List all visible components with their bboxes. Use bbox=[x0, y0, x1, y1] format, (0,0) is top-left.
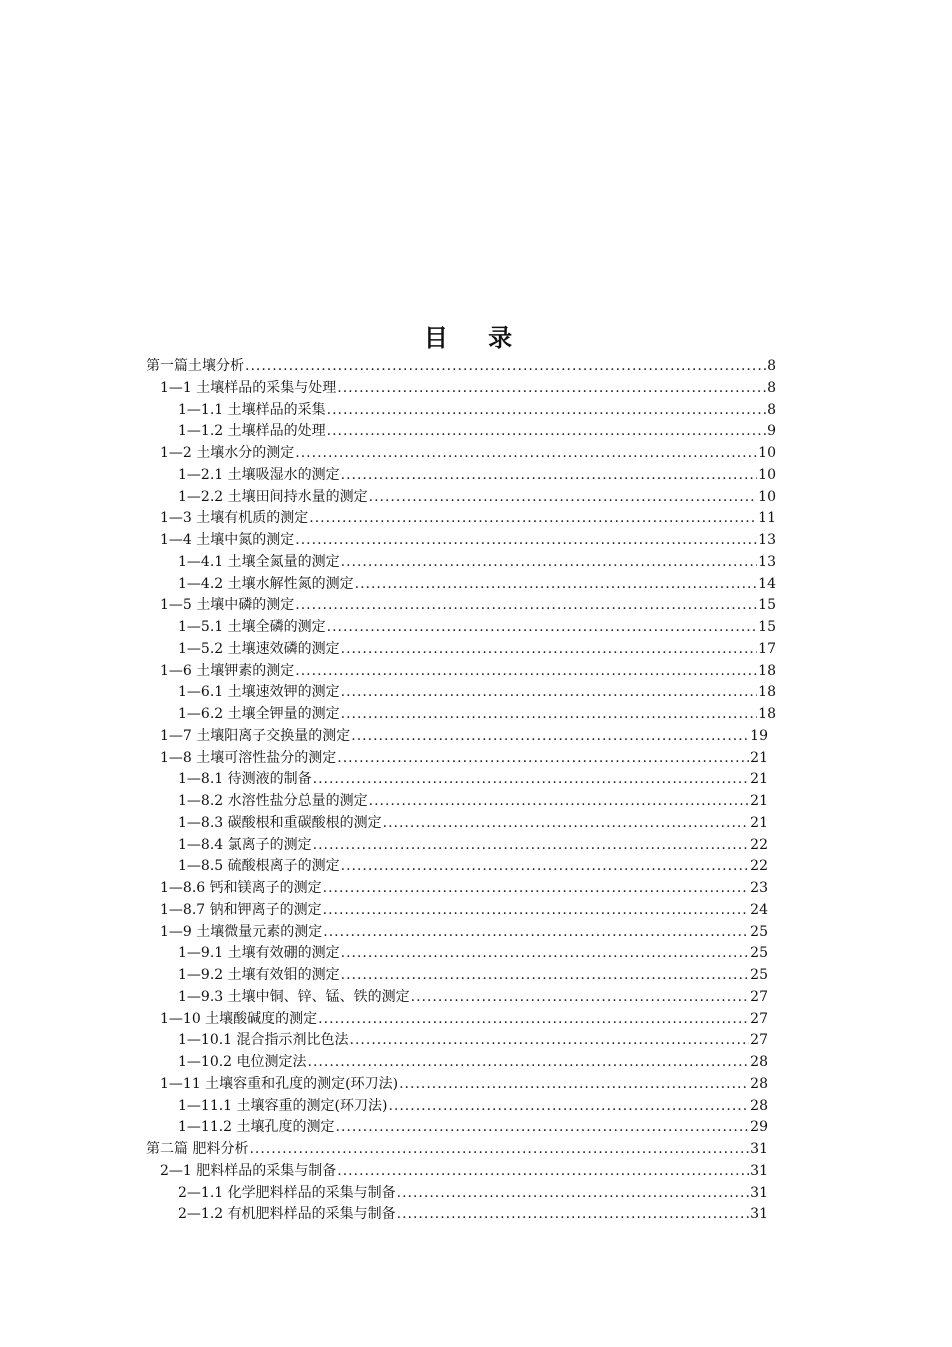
toc-entry-page-number: 21 bbox=[750, 749, 768, 766]
toc-entry-page-number: 22 bbox=[750, 858, 768, 875]
toc-entry-label: 1—10.2 电位测定法 bbox=[178, 1054, 307, 1070]
toc-entry-page-number: 25 bbox=[750, 923, 768, 940]
toc-leader-dots bbox=[308, 1051, 750, 1073]
toc-leader-dots bbox=[341, 464, 758, 486]
toc-entry-label: 1—10.1 混合指示剂比色法 bbox=[178, 1032, 349, 1049]
toc-entry-label: 1—9.2 土壤有效钼的测定 bbox=[178, 967, 340, 983]
toc-entry[interactable] bbox=[160, 594, 776, 616]
toc-leader-dots bbox=[336, 1116, 750, 1138]
toc-leader-dots bbox=[295, 529, 757, 551]
toc-entry[interactable] bbox=[178, 812, 768, 834]
toc-entry-page-number: 25 bbox=[750, 945, 768, 962]
toc-entry[interactable] bbox=[178, 399, 776, 421]
toc-entry-label: 1—6 土壤钾素的测定 bbox=[160, 662, 295, 679]
toc-entry[interactable] bbox=[146, 1138, 768, 1160]
toc-entry[interactable] bbox=[160, 442, 776, 464]
toc-leader-dots bbox=[295, 660, 757, 682]
toc-entry-label: 1—9.1 土壤有效硼的测定 bbox=[178, 945, 340, 962]
toc-leader-dots bbox=[351, 725, 749, 747]
toc-entry-page-number: 15 bbox=[758, 619, 776, 635]
toc-entry-page-number: 31 bbox=[750, 1141, 768, 1157]
toc-entry[interactable] bbox=[178, 964, 768, 986]
toc-entry-label: 1—6.2 土壤全钾量的测定 bbox=[178, 706, 340, 722]
toc-entry[interactable] bbox=[178, 486, 776, 508]
toc-entry-label: 第一篇土壤分析 bbox=[146, 358, 244, 374]
toc-leader-dots bbox=[327, 399, 766, 421]
toc-entry[interactable] bbox=[178, 638, 776, 660]
toc-entry-label: 1—11.1 土壤容重的测定(环刀法) bbox=[178, 1097, 388, 1114]
toc-entry-page-number: 10 bbox=[758, 466, 776, 483]
toc-entry-label: 2—1 肥料样品的采集与制备 bbox=[160, 1162, 337, 1179]
toc-entry[interactable] bbox=[160, 877, 768, 899]
toc-entry-page-number: 28 bbox=[750, 1097, 768, 1114]
toc-entry-page-number: 8 bbox=[767, 401, 776, 418]
toc-entry[interactable] bbox=[160, 660, 776, 682]
toc-entry[interactable] bbox=[178, 703, 776, 725]
toc-entry-label: 1—2.1 土壤吸湿水的测定 bbox=[178, 466, 340, 483]
toc-entry[interactable] bbox=[146, 355, 776, 377]
toc-entry-label: 1—7 土壤阳离子交换量的测定 bbox=[160, 727, 351, 744]
toc-entry-page-number: 31 bbox=[750, 1162, 768, 1179]
toc-entry-label: 2—1.2 有机肥料样品的采集与制备 bbox=[178, 1206, 396, 1223]
toc-entry-page-number: 13 bbox=[758, 553, 776, 570]
toc-entry-page-number: 21 bbox=[750, 814, 768, 831]
toc-leader-dots bbox=[245, 355, 766, 377]
toc-entry-page-number: 24 bbox=[750, 901, 768, 918]
toc-leader-dots bbox=[327, 616, 758, 638]
toc-entry-page-number: 10 bbox=[758, 445, 776, 461]
toc-entry[interactable] bbox=[178, 986, 768, 1008]
toc-leader-dots bbox=[355, 573, 758, 595]
toc-entry-label: 1—8 土壤可溶性盐分的测定 bbox=[160, 749, 337, 766]
toc-leader-dots bbox=[369, 486, 758, 508]
toc-entry-page-number: 21 bbox=[750, 793, 768, 809]
toc-leader-dots bbox=[397, 1203, 750, 1225]
toc-entry-page-number: 10 bbox=[758, 488, 776, 505]
toc-entry-label: 1—8.3 碳酸根和重碳酸根的测定 bbox=[178, 814, 382, 831]
toc-entry[interactable] bbox=[178, 573, 776, 595]
toc-entry[interactable] bbox=[178, 1116, 768, 1138]
toc-leader-dots bbox=[341, 681, 758, 703]
toc-entry-page-number: 27 bbox=[750, 1010, 768, 1027]
toc-entry-page-number: 11 bbox=[758, 510, 776, 527]
toc-entry[interactable] bbox=[178, 681, 776, 703]
toc-entry-label: 1—5 土壤中磷的测定 bbox=[160, 597, 295, 614]
toc-entry-page-number: 17 bbox=[758, 640, 776, 657]
toc-leader-dots bbox=[399, 1073, 749, 1095]
toc-entry-label: 1—9.3 土壤中铜、锌、锰、铁的测定 bbox=[178, 988, 410, 1005]
toc-leader-dots bbox=[350, 1029, 750, 1051]
toc-leader-dots bbox=[341, 964, 750, 986]
toc-leader-dots bbox=[411, 986, 750, 1008]
toc-leader-dots bbox=[323, 877, 750, 899]
toc-entry-page-number: 21 bbox=[750, 771, 768, 788]
toc-entry-label: 1—8.7 钠和钾离子的测定 bbox=[160, 901, 322, 918]
toc-entry-page-number: 8 bbox=[767, 358, 776, 374]
toc-entry-label: 第二篇 肥料分析 bbox=[146, 1141, 249, 1157]
toc-leader-dots bbox=[309, 507, 757, 529]
toc-entry-label: 1—8.6 钙和镁离子的测定 bbox=[160, 880, 322, 896]
toc-leader-dots bbox=[383, 812, 750, 834]
toc-entry[interactable] bbox=[178, 1029, 768, 1051]
toc-entry-page-number: 28 bbox=[750, 1054, 768, 1070]
toc-entry-label: 1—8.5 硫酸根离子的测定 bbox=[178, 858, 340, 875]
toc-leader-dots bbox=[313, 768, 750, 790]
page-title: 目 录 bbox=[423, 324, 529, 352]
toc-leader-dots bbox=[341, 638, 758, 660]
toc-entry-label: 1—5.2 土壤速效磷的测定 bbox=[178, 640, 340, 657]
toc-entry-page-number: 22 bbox=[750, 836, 768, 853]
toc-entry-page-number: 27 bbox=[750, 988, 768, 1005]
toc-entry[interactable] bbox=[178, 1203, 768, 1225]
toc-entry-label: 1—6.1 土壤速效钾的测定 bbox=[178, 684, 340, 701]
toc-entry[interactable] bbox=[160, 725, 768, 747]
toc-leader-dots bbox=[323, 921, 749, 943]
toc-entry-page-number: 25 bbox=[750, 967, 768, 983]
toc-entry[interactable] bbox=[160, 529, 776, 551]
toc-entry-label: 1—8.4 氯离子的测定 bbox=[178, 836, 312, 853]
toc-entry-label: 1—3 土壤有机质的测定 bbox=[160, 510, 309, 527]
toc-entry[interactable] bbox=[160, 1008, 768, 1030]
toc-entry-label: 2—1.1 化学肥料样品的采集与制备 bbox=[178, 1184, 396, 1201]
toc-leader-dots bbox=[341, 551, 758, 573]
toc-entry-page-number: 31 bbox=[750, 1206, 768, 1223]
toc-entry[interactable] bbox=[178, 834, 768, 856]
toc-entry-label: 1—8.1 待测液的制备 bbox=[178, 771, 312, 788]
toc-leader-dots bbox=[337, 1160, 749, 1182]
toc-leader-dots bbox=[341, 855, 750, 877]
toc-entry[interactable] bbox=[178, 855, 768, 877]
toc-entry-page-number: 18 bbox=[758, 662, 776, 679]
toc-entry-page-number: 31 bbox=[750, 1184, 768, 1201]
toc-entry-page-number: 18 bbox=[758, 706, 776, 722]
toc-entry-page-number: 28 bbox=[750, 1075, 768, 1092]
toc-leader-dots bbox=[295, 442, 757, 464]
toc-leader-dots bbox=[295, 594, 757, 616]
toc-entry[interactable] bbox=[178, 551, 776, 573]
toc-entry[interactable] bbox=[178, 790, 768, 812]
toc-entry-label: 1—9 土壤微量元素的测定 bbox=[160, 923, 323, 940]
toc-entry[interactable] bbox=[160, 1073, 768, 1095]
toc-entry-page-number: 27 bbox=[750, 1032, 768, 1049]
toc-entry[interactable] bbox=[178, 420, 776, 442]
toc-entry-label: 1—4.2 土壤水解性氮的测定 bbox=[178, 575, 354, 592]
toc-entry[interactable] bbox=[160, 507, 776, 529]
toc-leader-dots bbox=[337, 747, 749, 769]
toc-entry-page-number: 8 bbox=[767, 379, 776, 396]
toc-entry[interactable] bbox=[160, 747, 768, 769]
toc-leader-dots bbox=[388, 1095, 749, 1117]
toc-entry-page-number: 13 bbox=[758, 532, 776, 548]
toc-entry[interactable] bbox=[160, 921, 768, 943]
toc-leader-dots bbox=[341, 942, 750, 964]
toc-leader-dots bbox=[341, 703, 758, 725]
toc-entry[interactable] bbox=[178, 464, 776, 486]
toc-entry-page-number: 19 bbox=[750, 727, 768, 744]
toc-leader-dots bbox=[249, 1138, 749, 1160]
toc-entry-page-number: 23 bbox=[750, 880, 768, 896]
toc-entry-page-number: 18 bbox=[758, 684, 776, 701]
toc-entry[interactable] bbox=[160, 899, 768, 921]
toc-entry-label: 1—10 土壤酸碱度的测定 bbox=[160, 1010, 318, 1027]
toc-entry-label: 1—1.1 土壤样品的采集 bbox=[178, 401, 326, 418]
toc-entry-label: 1—2 土壤水分的测定 bbox=[160, 445, 295, 461]
toc-entry-label: 1—5.1 土壤全磷的测定 bbox=[178, 619, 326, 635]
toc-entry-label: 1—4 土壤中氮的测定 bbox=[160, 532, 295, 548]
toc-entry-label: 1—4.1 土壤全氮量的测定 bbox=[178, 553, 340, 570]
toc-leader-dots bbox=[327, 420, 766, 442]
toc-leader-dots bbox=[397, 1182, 750, 1204]
toc-leader-dots bbox=[337, 377, 766, 399]
toc-leader-dots bbox=[318, 1008, 749, 1030]
toc-entry-page-number: 15 bbox=[758, 597, 776, 614]
toc-leader-dots bbox=[323, 899, 750, 921]
toc-entry-label: 1—8.2 水溶性盐分总量的测定 bbox=[178, 793, 368, 809]
toc-entry[interactable] bbox=[178, 1182, 768, 1204]
toc-entry-label: 1—11.2 土壤孔度的测定 bbox=[178, 1119, 335, 1136]
toc-entry[interactable] bbox=[178, 616, 776, 638]
toc-entry-label: 1—11 土壤容重和孔度的测定(环刀法) bbox=[160, 1075, 399, 1092]
toc-entry-page-number: 14 bbox=[758, 575, 776, 592]
toc-entry[interactable] bbox=[178, 1095, 768, 1117]
toc-entry[interactable] bbox=[178, 942, 768, 964]
toc-entry-page-number: 29 bbox=[750, 1119, 768, 1136]
toc-entry[interactable] bbox=[160, 377, 776, 399]
toc-entry[interactable] bbox=[178, 768, 768, 790]
toc-leader-dots bbox=[313, 834, 750, 856]
toc-entry-label: 1—1 土壤样品的采集与处理 bbox=[160, 379, 337, 396]
toc-entry[interactable] bbox=[160, 1160, 768, 1182]
toc-entry[interactable] bbox=[178, 1051, 768, 1073]
toc-leader-dots bbox=[369, 790, 750, 812]
toc-entry-label: 1—1.2 土壤样品的处理 bbox=[178, 423, 326, 440]
toc-entry-page-number: 9 bbox=[767, 423, 776, 440]
toc-entry-label: 1—2.2 土壤田间持水量的测定 bbox=[178, 488, 368, 505]
